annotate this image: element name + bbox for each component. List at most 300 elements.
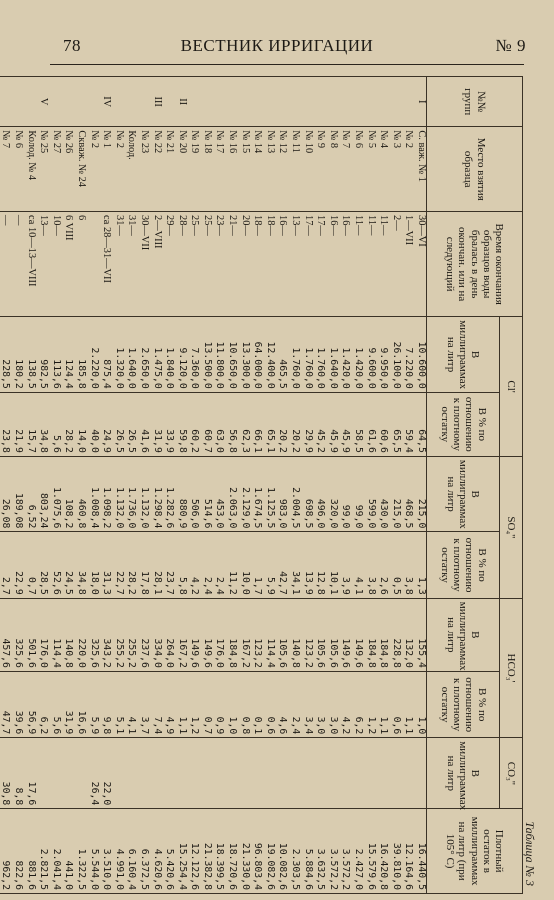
table-row	[300, 77, 313, 894]
cell-so4-pct: 13,9	[300, 532, 313, 598]
cell-hco3-mg: 325,6	[86, 598, 99, 671]
cell-hco3-pct: 7,4	[149, 671, 162, 737]
cell-date: 11—	[376, 212, 389, 317]
cell-group: I	[413, 77, 426, 127]
cell-hco3-pct: 0,6	[388, 671, 401, 737]
cell-date: 18—	[262, 212, 275, 317]
cell-cl-mg: 185,8	[73, 317, 86, 393]
cell-so4-mg: 453,0	[212, 456, 225, 532]
table-row	[376, 77, 389, 894]
table-row	[313, 77, 326, 894]
cell-so4-pct: 23,7	[162, 532, 175, 598]
cell-date: 31—	[124, 212, 137, 317]
page-header	[0, 0, 554, 70]
cell-place: № 17	[212, 127, 225, 212]
table-row	[363, 77, 376, 894]
cell-hco3-mg: 220,0	[73, 598, 86, 671]
col-hco3-pct: В % по отношению к плотному остатку	[427, 671, 500, 737]
cell-hco3-mg: 264,0	[162, 598, 175, 671]
cell-co3	[350, 738, 363, 809]
cell-hco3-pct: 0,1	[250, 671, 263, 737]
cell-date: 11—	[363, 212, 376, 317]
cell-cl-pct: 60,7	[199, 392, 212, 456]
cell-hco3-mg: 114,4	[262, 598, 275, 671]
cell-hco3-pct: 47,7	[0, 671, 10, 737]
table-row	[136, 77, 149, 894]
cell-group	[212, 77, 225, 127]
cell-place: № 8	[325, 127, 338, 212]
cell-hco3-pct: 0,7	[199, 671, 212, 737]
table-row	[225, 77, 238, 894]
cell-place: № 1	[99, 127, 112, 212]
cell-co3: 17,6	[23, 738, 36, 809]
cell-hco3-mg: 325,6	[10, 598, 23, 671]
cell-hco3-mg: 228,8	[388, 598, 401, 671]
cell-place: № 5	[363, 127, 376, 212]
table-row	[73, 77, 86, 894]
table-row	[36, 77, 49, 894]
cell-cl-pct: 65,1	[262, 392, 275, 456]
cell-residue: 12.164,6	[401, 809, 414, 894]
cell-date: 13—	[287, 212, 300, 317]
cell-group	[313, 77, 326, 127]
cell-cl-pct: 28,2	[61, 392, 74, 456]
cell-cl-pct: 24,9	[99, 392, 112, 456]
cell-residue: 881,6	[23, 809, 36, 894]
cell-hco3-mg: 140,8	[287, 598, 300, 671]
cell-cl-pct: 20,2	[287, 392, 300, 456]
cell-so4-mg: 880,9	[174, 456, 187, 532]
cell-residue: 21.330,0	[237, 809, 250, 894]
cell-cl-mg: 13.500,0	[199, 317, 212, 393]
cell-date: 13—	[36, 212, 49, 317]
cell-so4-mg: 1.008,4	[86, 456, 99, 532]
cell-residue: 962,2	[0, 809, 10, 894]
cell-so4-mg: 215,0	[388, 456, 401, 532]
cell-date: 31—	[111, 212, 124, 317]
cell-hco3-pct: 6,2	[350, 671, 363, 737]
cell-hco3-pct: 3,0	[313, 671, 326, 737]
cell-place: № 7	[338, 127, 351, 212]
cell-co3	[111, 738, 124, 809]
cell-residue: 5.884,6	[300, 809, 313, 894]
cell-residue: 3.572,2	[325, 809, 338, 894]
cell-co3: 30,8	[0, 738, 10, 809]
cell-so4-pct: 11,2	[225, 532, 238, 598]
cell-co3	[275, 738, 288, 809]
cell-residue: 18.720,6	[225, 809, 238, 894]
cell-hco3-pct: 3,4	[300, 671, 313, 737]
cell-so4-mg: 6,52	[23, 456, 36, 532]
table-row	[350, 77, 363, 894]
cell-cl-mg: 465,5	[275, 317, 288, 393]
cell-cl-mg: 1.420,0	[338, 317, 351, 393]
cell-hco3-pct: 1,1	[376, 671, 389, 737]
cell-date: 25—	[199, 212, 212, 317]
cell-place: № 3	[388, 127, 401, 212]
cell-group: III	[149, 77, 162, 127]
cell-residue: 16.440,5	[413, 809, 426, 894]
cell-residue: 1.322,5	[73, 809, 86, 894]
cell-date: 16—	[275, 212, 288, 317]
cell-co3	[136, 738, 149, 809]
cell-cl-mg: 113,6	[48, 317, 61, 393]
cell-group	[325, 77, 338, 127]
table-row	[250, 77, 263, 894]
cell-cl-mg: 1.760,0	[300, 317, 313, 393]
cell-group	[237, 77, 250, 127]
cell-group	[376, 77, 389, 127]
cell-group	[287, 77, 300, 127]
cell-date: са 28—31—VII	[99, 212, 112, 317]
table-row	[401, 77, 414, 894]
cell-date: 6	[73, 212, 86, 317]
cell-so4-pct: 31,3	[99, 532, 112, 598]
col-cl-pct: В % по отношению к плотному остатку	[427, 392, 500, 456]
cell-so4-pct: 2,6	[376, 532, 389, 598]
cell-place: № 15	[237, 127, 250, 212]
cell-date: 2—	[388, 212, 401, 317]
cell-co3: 26,4	[86, 738, 99, 809]
cell-residue: 15.579,6	[363, 809, 376, 894]
cell-hco3-pct: 3,0	[325, 671, 338, 737]
cell-cl-mg: 12.400,0	[262, 317, 275, 393]
cell-date: 6 VIII	[61, 212, 74, 317]
cell-cl-pct: 34,8	[36, 392, 49, 456]
cell-so4-pct: 28,5	[36, 532, 49, 598]
cell-hco3-pct: 9,8	[99, 671, 112, 737]
cell-hco3-mg: 237,6	[136, 598, 149, 671]
cell-hco3-pct: 16,6	[73, 671, 86, 737]
cell-place: № 2	[111, 127, 124, 212]
cell-so4-pct: 2,4	[212, 532, 225, 598]
cell-so4-pct: 42,7	[275, 532, 288, 598]
cell-residue: 6.160,4	[124, 809, 137, 894]
cell-co3	[212, 738, 225, 809]
cell-co3: 22,0	[99, 738, 112, 809]
cell-so4-mg: 1.298,4	[149, 456, 162, 532]
cell-group: II	[174, 77, 187, 127]
cell-cl-pct: 66,1	[250, 392, 263, 456]
col-cl-mg: В миллиграммах на литр	[427, 317, 500, 393]
table-row	[199, 77, 212, 894]
cell-date: 18—	[250, 212, 263, 317]
cell-cl-mg: 64.000,0	[250, 317, 263, 393]
cell-cl-mg: 1.320,0	[111, 317, 124, 393]
cell-group	[300, 77, 313, 127]
col-hco3-mg: В миллиграммах на литр	[427, 598, 500, 671]
cell-so4-mg: 2.063,0	[225, 456, 238, 532]
col-hco3: HCO₃'	[500, 598, 523, 738]
cell-hco3-mg: 149,6	[187, 598, 200, 671]
cell-hco3-pct: 1,2	[187, 671, 200, 737]
cell-so4-pct: 5,9	[262, 532, 275, 598]
cell-hco3-pct: 5,1	[111, 671, 124, 737]
cell-group	[48, 77, 61, 127]
cell-cl-pct: 45,9	[325, 392, 338, 456]
cell-so4-mg: 803,24	[36, 456, 49, 532]
cell-place: № 20	[174, 127, 187, 212]
table-row	[388, 77, 401, 894]
cell-group	[350, 77, 363, 127]
cell-place: Скваж. № 24	[73, 127, 86, 212]
cell-cl-pct: 26,5	[124, 392, 137, 456]
cell-hco3-pct: 1,2	[363, 671, 376, 737]
cell-so4-pct: 1,3	[413, 532, 426, 598]
cell-place: № 23	[136, 127, 149, 212]
cell-so4-pct: 22,9	[10, 532, 23, 598]
cell-residue: 3.510,0	[99, 809, 112, 894]
cell-so4-mg: 983,0	[275, 456, 288, 532]
cell-hco3-mg: 501,6	[23, 598, 36, 671]
cell-co3	[313, 738, 326, 809]
cell-cl-mg: 9.600,0	[363, 317, 376, 393]
cell-cl-mg: 1.760,0	[313, 317, 326, 393]
table-row	[124, 77, 137, 894]
cell-cl-mg: 1.760,0	[287, 317, 300, 393]
table-row	[86, 77, 99, 894]
cell-group	[275, 77, 288, 127]
cell-so4-pct: 28,1	[149, 532, 162, 598]
cell-place: № 14	[250, 127, 263, 212]
cell-hco3-mg: 255,2	[124, 598, 137, 671]
cell-residue: 2.427,0	[350, 809, 363, 894]
cell-date	[86, 212, 99, 317]
issue-number: № 9	[495, 36, 526, 55]
cell-so4-mg: 2.129,0	[237, 456, 250, 532]
cell-cl-mg: 2.220,0	[86, 317, 99, 393]
cell-hco3-pct: 3,7	[136, 671, 149, 737]
cell-group	[111, 77, 124, 127]
cell-so4-pct: 52,6	[48, 532, 61, 598]
col-so4: SO₄''	[500, 456, 523, 598]
cell-cl-pct: 64,5	[413, 392, 426, 456]
cell-residue: 12.122,6	[187, 809, 200, 894]
cell-hco3-pct: 1,0	[225, 671, 238, 737]
table-row	[262, 77, 275, 894]
cell-place: № 9	[313, 127, 326, 212]
cell-so4-mg: 468,5	[401, 456, 414, 532]
table-head	[427, 77, 523, 894]
cell-place: Колод. № 4	[23, 127, 36, 212]
cell-hco3-pct: 39,6	[10, 671, 23, 737]
cell-cl-pct: 60,6	[376, 392, 389, 456]
cell-co3	[237, 738, 250, 809]
cell-co3	[73, 738, 86, 809]
cell-co3	[401, 738, 414, 809]
cell-co3: 8,8	[10, 738, 23, 809]
cell-place: № 21	[162, 127, 175, 212]
col-so4-pct: В % по отношению к плотному остатку	[427, 532, 500, 598]
cell-so4-mg: 430,0	[376, 456, 389, 532]
cell-co3	[199, 738, 212, 809]
cell-cl-pct: 20,2	[275, 392, 288, 456]
cell-co3	[250, 738, 263, 809]
cell-co3	[287, 738, 300, 809]
cell-group	[0, 77, 10, 127]
cell-hco3-mg: 149,6	[350, 598, 363, 671]
cell-place: № 2	[401, 127, 414, 212]
cell-hco3-pct: 0,9	[212, 671, 225, 737]
cell-hco3-mg: 114,4	[48, 598, 61, 671]
cell-so4-mg: 108,2	[61, 456, 74, 532]
cell-so4-pct: 17,8	[136, 532, 149, 598]
cell-cl-pct: 45,9	[338, 392, 351, 456]
cell-place: № 16	[225, 127, 238, 212]
cell-group	[23, 77, 36, 127]
cell-cl-mg: 9.120,0	[174, 317, 187, 393]
cell-group	[73, 77, 86, 127]
cell-so4-pct: 24,5	[61, 532, 74, 598]
cell-hco3-mg: 176,0	[212, 598, 225, 671]
col-residue: Плотный остаток в миллиграммах на литр (при 105° С)	[427, 809, 523, 894]
cell-cl-mg: 26.100,0	[388, 317, 401, 393]
cell-group	[250, 77, 263, 127]
cell-hco3-pct: 5,6	[48, 671, 61, 737]
cell-cl-pct: 33,9	[162, 392, 175, 456]
cell-co3	[413, 738, 426, 809]
cell-hco3-pct: 0,8	[237, 671, 250, 737]
table-row	[275, 77, 288, 894]
cell-co3	[162, 738, 175, 809]
cell-co3	[388, 738, 401, 809]
cell-hco3-mg: 132,0	[401, 598, 414, 671]
cell-cl-mg: 124,4	[61, 317, 74, 393]
cell-hco3-pct: 56,9	[23, 671, 36, 737]
cell-date: 25—	[187, 212, 200, 317]
cell-residue: 822,6	[10, 809, 23, 894]
cell-cl-pct: 62,3	[237, 392, 250, 456]
cell-residue: 6.372,5	[136, 809, 149, 894]
cell-so4-pct: 22,7	[111, 532, 124, 598]
col-group: №№ групп	[427, 77, 523, 127]
cell-group	[363, 77, 376, 127]
cell-date: 2—VIII	[149, 212, 162, 317]
cell-date: 16—	[325, 212, 338, 317]
cell-place: № 13	[262, 127, 275, 212]
table-row	[187, 77, 200, 894]
cell-date: —	[0, 212, 10, 317]
table-row	[99, 77, 112, 894]
cell-cl-mg: 1.475,0	[149, 317, 162, 393]
cell-so4-pct: 4,2	[187, 532, 200, 598]
table-row	[23, 77, 36, 894]
cell-cl-mg: 875,4	[99, 317, 112, 393]
cell-hco3-pct: 6,2	[36, 671, 49, 737]
table-row	[149, 77, 162, 894]
cell-hco3-mg: 105,6	[325, 598, 338, 671]
cell-hco3-pct: 4,1	[124, 671, 137, 737]
cell-cl-pct: 58,5	[350, 392, 363, 456]
cell-so4-mg: 2.004,5	[287, 456, 300, 532]
cell-so4-mg: 1.075,6	[48, 456, 61, 532]
cell-group	[199, 77, 212, 127]
cell-cl-pct: 14,0	[73, 392, 86, 456]
cell-hco3-mg: 167,2	[237, 598, 250, 671]
cell-co3	[225, 738, 238, 809]
cell-place: Колод.	[124, 127, 137, 212]
cell-so4-pct: 2,7	[0, 532, 10, 598]
table-row	[61, 77, 74, 894]
cell-hco3-pct: 4,6	[275, 671, 288, 737]
cell-place: № 12	[275, 127, 288, 212]
cell-place: № 19	[187, 127, 200, 212]
cell-so4-pct: 5,8	[174, 532, 187, 598]
cell-so4-pct: 3,8	[363, 532, 376, 598]
cell-place: № 4	[376, 127, 389, 212]
cell-date: 10—	[48, 212, 61, 317]
cell-so4-mg: 99,0	[338, 456, 351, 532]
cell-hco3-mg: 176,0	[36, 598, 49, 671]
cell-so4-mg: 698,5	[300, 456, 313, 532]
cell-cl-pct: 40,0	[86, 392, 99, 456]
cell-date: 16—	[338, 212, 351, 317]
cell-hco3-mg: 167,2	[174, 598, 187, 671]
cell-so4-pct: 3,8	[401, 532, 414, 598]
cell-date: са 10—13—VIII	[23, 212, 36, 317]
cell-group	[388, 77, 401, 127]
cell-cl-mg: 180,2	[10, 317, 23, 393]
rotated-table-area	[0, 76, 537, 894]
cell-so4-pct: 34,1	[287, 532, 300, 598]
cell-residue: 19.082,6	[262, 809, 275, 894]
cell-cl-mg: 13.300,0	[237, 317, 250, 393]
cell-residue: 2.303,5	[287, 809, 300, 894]
cell-cl-pct: 59,4	[401, 392, 414, 456]
cell-hco3-mg: 149,6	[199, 598, 212, 671]
cell-so4-pct: 1,7	[250, 532, 263, 598]
cell-residue: 18.399,5	[212, 809, 225, 894]
cell-place: № 26	[61, 127, 74, 212]
cell-date: 30—VII	[136, 212, 149, 317]
table-row	[174, 77, 187, 894]
cell-co3	[187, 738, 200, 809]
cell-so4-pct: 18,0	[86, 532, 99, 598]
table-row	[111, 77, 124, 894]
cell-cl-pct: 45,2	[313, 392, 326, 456]
cell-group	[162, 77, 175, 127]
cell-date: 29—	[162, 212, 175, 317]
cell-hco3-mg: 149,6	[338, 598, 351, 671]
cell-cl-pct: 59,8	[174, 392, 187, 456]
cell-hco3-mg: 184,8	[376, 598, 389, 671]
cell-date: 21—	[225, 212, 238, 317]
cell-date: 11—	[350, 212, 363, 317]
table-row	[212, 77, 225, 894]
cell-group	[136, 77, 149, 127]
cell-so4-mg: 1.674,5	[250, 456, 263, 532]
cell-hco3-mg: 155,4	[413, 598, 426, 671]
cell-cl-pct: 15,7	[23, 392, 36, 456]
cell-cl-mg: 11.800,0	[212, 317, 225, 393]
cell-hco3-pct: 0,6	[262, 671, 275, 737]
cell-co3	[325, 738, 338, 809]
cell-cl-mg: 1.640,0	[124, 317, 137, 393]
cell-hco3-pct: 2,4	[287, 671, 300, 737]
cell-so4-pct: 4,1	[350, 532, 363, 598]
cell-so4-mg: 26,08	[0, 456, 10, 532]
col-so4-mg: В миллиграммах на литр	[427, 456, 500, 532]
cell-hco3-mg: 343,2	[99, 598, 112, 671]
cell-so4-mg: 460,8	[73, 456, 86, 532]
cell-date: 30—VI	[413, 212, 426, 317]
cell-so4-pct: 10,1	[325, 532, 338, 598]
cell-so4-pct: 10,0	[237, 532, 250, 598]
table-caption: Таблица № 3	[523, 821, 537, 886]
cell-place: С. важ. № 1	[413, 127, 426, 212]
cell-co3	[363, 738, 376, 809]
table-row	[162, 77, 175, 894]
